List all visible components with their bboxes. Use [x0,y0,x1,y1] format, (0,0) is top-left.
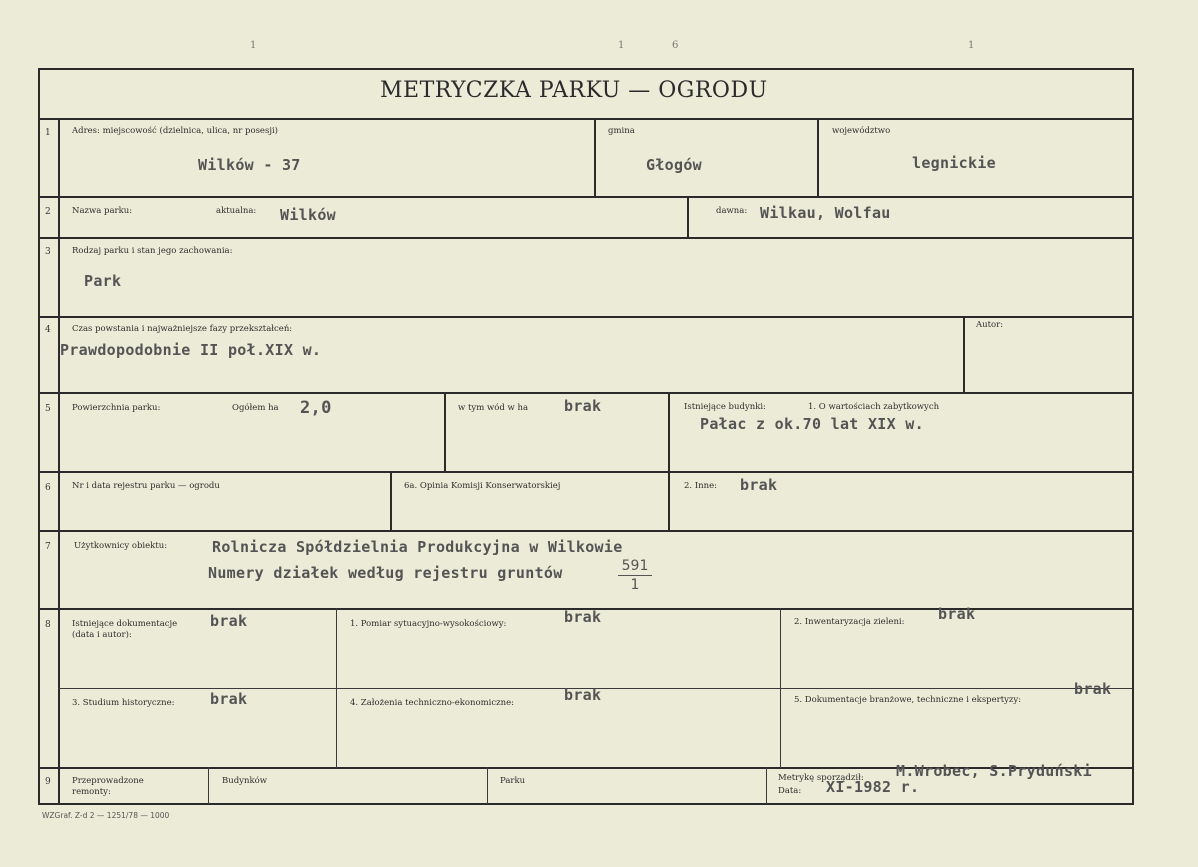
existing-docs-value: brak [210,612,248,630]
current-name-label: aktualna: [216,206,257,216]
compiled-by-value: M.Wrobec, S.Pryduński [896,762,1092,780]
former-name-label: dawna: [716,206,748,216]
greenery-value: brak [938,605,976,623]
survey-value: brak [564,608,602,626]
monument-buildings-label: 1. O wartościach zabytkowych [808,402,940,412]
park-area-label: Powierzchnia parku: [72,403,161,413]
repairs-buildings-label: Budynków [222,776,267,786]
buildings-label: Istniejące budynki: [684,402,766,412]
current-name-value: Wilków [280,206,336,224]
commission-opinion-label: 6a. Opinia Komisji Konserwatorskiej [404,481,561,491]
creation-time-label: Czas powstania i najważniejsze fazy przekształceń: [72,324,293,334]
print-footer: WZGraf. Z-d 2 — 1251/78 — 1000 [42,811,170,820]
water-area-value: brak [564,397,602,415]
expert-docs-value: brak [1074,680,1112,698]
row-number: 6 [45,483,51,493]
voivodeship-value: legnickie [912,154,996,172]
gmina-label: gmina [608,126,635,136]
gmina-value: Głogów [646,156,702,174]
plot-numerator: 591 [621,558,649,574]
other-buildings-label: 2. Inne: [684,481,718,491]
expert-docs-label: 5. Dokumentacje branżowe, techniczne i ekspertyzy: [794,695,1022,705]
top-mark: 1 [250,40,257,51]
creation-time-value: Prawdopodobnie II poł.XIX w. [60,341,322,359]
row-number: 1 [45,128,51,138]
tech-economic-value: brak [564,686,602,704]
history-study-label: 3. Studium historyczne: [72,698,175,708]
row-number: 7 [45,542,51,552]
top-mark: 1 [618,40,625,51]
repairs-park-label: Parku [500,776,526,786]
top-mark: 6 [672,40,679,51]
row-number: 3 [45,247,51,257]
existing-docs-label-2: (data i autor): [72,630,132,640]
plots-value: Numery działek według rejestru gruntów [208,564,563,582]
former-name-value: Wilkau, Wolfau [760,204,891,222]
monument-buildings-value: Pałac z ok.70 lat XIX w. [700,415,924,433]
park-type-label: Rodzaj parku i stan jego zachowania: [72,246,233,256]
address-label: Adres: miejscowość (dzielnica, ulica, nr posesji) [72,126,278,136]
greenery-label: 2. Inwentaryzacja zieleni: [794,617,905,627]
users-label: Użytkownicy obiektu: [74,541,168,551]
tech-economic-label: 4. Założenia techniczno-ekonomiczne: [350,698,514,708]
top-mark: 1 [968,40,975,51]
plot-denominator: 1 [630,577,640,593]
row-number: 8 [45,620,51,630]
water-area-label: w tym wód w ha [458,403,529,413]
row-number: 9 [45,777,51,787]
author-label: Autor: [976,320,1004,330]
row-number: 4 [45,325,51,335]
form-title: METRYCZKA PARKU — OGRODU [380,78,768,103]
row-number: 5 [45,404,51,414]
row-number: 2 [45,207,51,217]
plot-number-fraction [618,558,652,593]
fraction-bar [618,575,652,576]
existing-docs-label: Istniejące dokumentacje [72,619,178,629]
date-label: Data: [778,786,802,796]
park-name-label: Nazwa parku: [72,206,133,216]
repairs-label-2: remonty: [72,787,111,797]
other-buildings-value: brak [740,476,778,494]
address-value: Wilków - 37 [198,156,301,174]
park-type-value: Park [84,272,122,290]
total-area-label: Ogółem ha [232,403,279,413]
total-area-value: 2,0 [300,398,332,418]
register-label: Nr i data rejestru parku — ogrodu [72,481,220,491]
survey-label: 1. Pomiar sytuacyjno-wysokościowy: [350,619,507,629]
users-value: Rolnicza Spółdzielnia Produkcyjna w Wilkowie [212,538,623,556]
date-value: XI-1982 r. [826,778,920,796]
compiled-by-label: Metrykę sporządził: [778,773,864,783]
voivodeship-label: województwo [832,126,891,136]
repairs-label: Przeprowadzone [72,776,144,786]
history-study-value: brak [210,690,248,708]
